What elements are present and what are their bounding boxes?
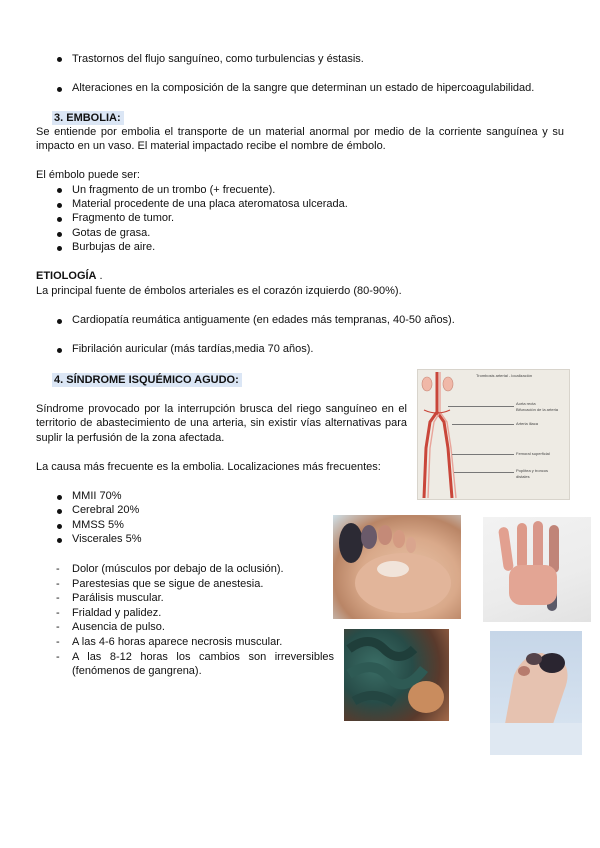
bowel-illustration	[344, 629, 449, 721]
section-heading-sindrome: 4. SÍNDROME ISQUÉMICO AGUDO:	[52, 373, 242, 387]
paragraph-line: Se entiende por embolia el transporte de un material anormal por medio de la corriente sanguínea y su	[36, 126, 564, 138]
necrotic-toes-photo	[490, 631, 582, 755]
diagram-label: Poplítea y troncos	[516, 468, 549, 473]
toes-illustration	[490, 631, 582, 755]
hand-illustration	[483, 517, 591, 622]
leader-line	[448, 406, 514, 407]
diagram-label: Femoral superficial	[516, 451, 550, 456]
ischemic-hand-photo	[483, 517, 591, 622]
paragraph-line: territorio de abastecimiento de una arteria, sin existir vías alternativas para	[36, 417, 407, 429]
dash-marker: -	[56, 607, 60, 619]
bullet-dot	[57, 188, 62, 193]
symptom-item: (fenómenos de gangrena).	[72, 665, 202, 677]
bullet-dot	[57, 57, 62, 62]
symptom-item: Parálisis muscular.	[72, 592, 164, 604]
list-item: MMII 70%	[72, 490, 122, 502]
bullet-dot	[57, 538, 62, 543]
bullet-dot	[57, 509, 62, 514]
gangrene-foot-photo	[333, 515, 461, 619]
symptom-item: Ausencia de pulso.	[72, 621, 165, 633]
list-item: Material procedente de una placa ateromatosa ulcerada.	[72, 198, 348, 210]
embolo-intro: El émbolo puede ser:	[36, 169, 140, 181]
diagram-label: Aorta recta	[516, 401, 536, 406]
symptom-item: A las 4-6 horas aparece necrosis muscular.	[72, 636, 283, 648]
paragraph-line: suplir la perfusión de la zona afectada.	[36, 432, 225, 444]
paragraph-line: impacto en un vaso. El material impactado recibe el nombre de émbolo.	[36, 140, 386, 152]
diagram-label: distales	[516, 474, 530, 479]
etiologia-heading-line	[36, 269, 103, 283]
symptom-item: Dolor (músculos por debajo de la oclusión).	[72, 563, 284, 575]
arterial-diagram-image	[417, 369, 570, 500]
list-item: Viscerales 5%	[72, 533, 142, 545]
list-item: Cerebral 20%	[72, 504, 140, 516]
bullet-dot	[57, 319, 62, 324]
dash-marker: -	[56, 563, 60, 575]
list-item: MMSS 5%	[72, 519, 124, 531]
bullet-dot	[57, 217, 62, 222]
bullet-dot	[57, 203, 62, 208]
diagram-title: Trombosis arterial - localización	[476, 373, 533, 378]
symptom-item: Frialdad y palidez.	[72, 607, 162, 619]
dash-marker: -	[56, 651, 60, 663]
bullet-dot	[57, 348, 62, 353]
list-item: Un fragmento de un trombo (+ frecuente).	[72, 184, 276, 196]
list-item: Cardiopatía reumática antiguamente (en edades más tempranas, 40-50 años).	[72, 314, 455, 326]
leader-line	[452, 424, 514, 425]
dash-marker: -	[56, 636, 60, 648]
bullet-dot	[57, 524, 62, 529]
leader-line	[454, 472, 514, 473]
dash-marker: -	[56, 578, 60, 590]
etiologia-text: La principal fuente de émbolos arteriales es el corazón izquierdo (80-90%).	[36, 285, 402, 297]
list-item: Fibrilación auricular (más tardías,media 70 años).	[72, 343, 314, 355]
diagram-label: Bifurcación de la arteria	[516, 407, 559, 412]
leader-line	[452, 454, 514, 455]
foot-illustration	[333, 515, 461, 619]
list-item: Burbujas de aire.	[72, 241, 156, 253]
section-heading-embolia: 3. EMBOLIA:	[52, 111, 124, 125]
paragraph-line: Síndrome provocado por la interrupción brusca del riego sanguíneo en el	[36, 403, 407, 415]
cause-text: La causa más frecuente es la embolia. Localizaciones más frecuentes:	[36, 461, 381, 473]
list-item: Gotas de grasa.	[72, 227, 151, 239]
symptom-item: A las 8-12 horas los cambios son irreversibles	[72, 651, 334, 663]
list-item: Trastornos del flujo sanguíneo, como turbulencias y éstasis.	[72, 53, 364, 65]
list-item: Fragmento de tumor.	[72, 212, 175, 224]
etiologia-heading: ETIOLOGÍA	[36, 270, 97, 282]
diagram-label: Arteria iliaca	[516, 421, 539, 426]
bullet-dot	[57, 232, 62, 237]
dash-marker: -	[56, 592, 60, 604]
bullet-dot	[57, 495, 62, 500]
dash-marker: -	[56, 621, 60, 633]
artery-illustration	[418, 370, 569, 499]
bullet-dot	[57, 246, 62, 251]
etiologia-heading-suffix: .	[96, 270, 103, 282]
ischemic-bowel-photo	[344, 629, 449, 721]
symptom-item: Parestesias que se sigue de anestesia.	[72, 578, 264, 590]
bullet-dot	[57, 87, 62, 92]
list-item: Alteraciones en la composición de la sangre que determinan un estado de hipercoagulabilidad.	[72, 82, 535, 94]
